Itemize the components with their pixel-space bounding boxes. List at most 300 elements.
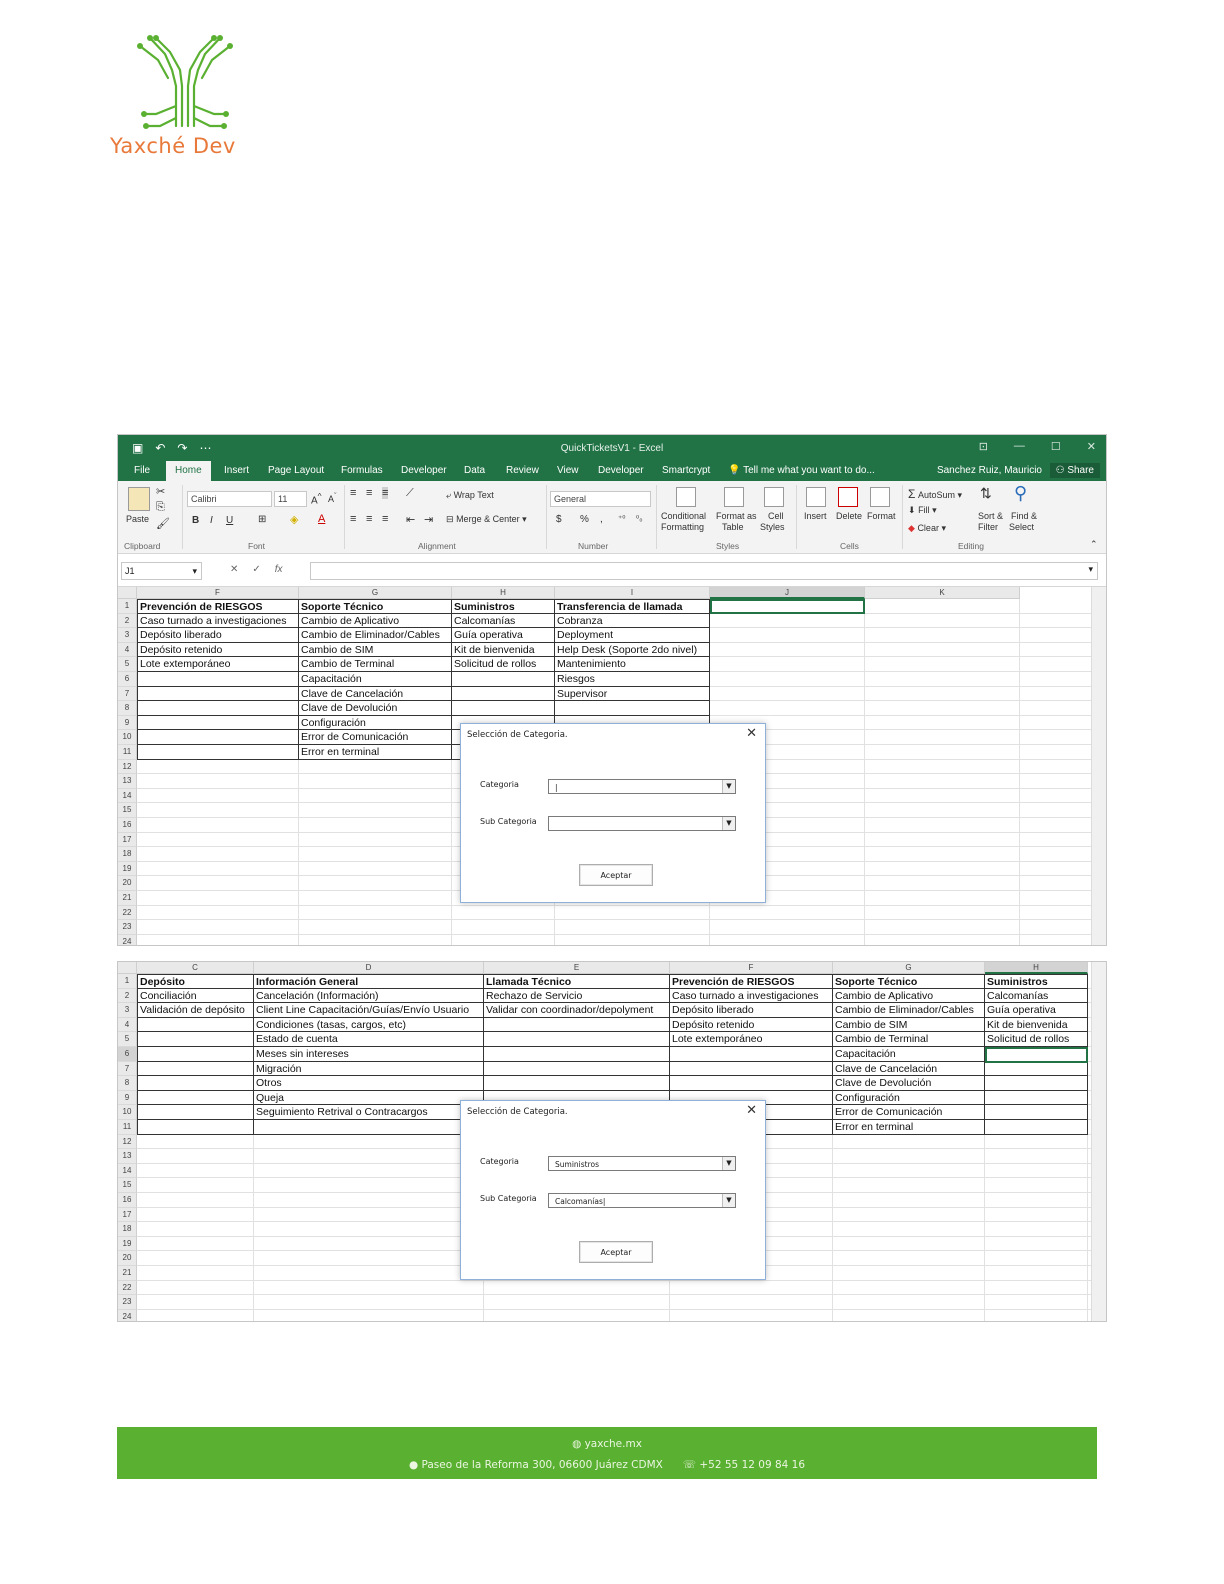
tab-developer[interactable]: Developer	[401, 465, 447, 476]
row-header-20[interactable]: 20	[118, 1251, 137, 1266]
row-header-18[interactable]: 18	[118, 847, 137, 862]
name-box[interactable]	[121, 562, 202, 580]
website-text: yaxche.mx	[584, 1438, 642, 1450]
share-button[interactable]	[1050, 463, 1100, 478]
subcategoria-combo[interactable]	[548, 816, 736, 831]
cell-G4[interactable]: Cambio de SIM	[299, 643, 452, 658]
cell-D1[interactable]: Información General	[254, 974, 484, 989]
cell-F9[interactable]	[137, 716, 299, 731]
category-dialog-filled	[460, 1100, 766, 1280]
cell-E7[interactable]	[484, 1062, 670, 1077]
cell-styles-label-2[interactable]: Styles	[760, 522, 785, 532]
row-header-21[interactable]: 21	[118, 891, 137, 906]
clear-button[interactable]: ◆ Clear ▾	[908, 523, 946, 533]
cell-D11[interactable]	[254, 1120, 484, 1135]
subcategoria-value: Calcomanías|	[555, 1197, 606, 1206]
save-icon[interactable]: ▣	[132, 441, 144, 455]
vertical-scrollbar[interactable]	[1091, 587, 1106, 945]
active-cell-H6[interactable]	[985, 1047, 1088, 1063]
category-dialog	[460, 723, 766, 903]
cell-C2[interactable]: Conciliación	[137, 989, 254, 1004]
cell-D4[interactable]: Condiciones (tasas, cargos, etc)	[254, 1018, 484, 1033]
cell-C10[interactable]	[137, 1105, 254, 1120]
cell-G9[interactable]: Configuración	[833, 1091, 985, 1106]
categoria-value: Suministros	[555, 1160, 600, 1169]
delete-cells-button[interactable]: Delete	[836, 511, 863, 521]
cell-C6[interactable]	[137, 1047, 254, 1062]
row-header-11[interactable]: 11	[118, 745, 137, 760]
footer-website[interactable]	[117, 1438, 1097, 1450]
subcategoria-combo[interactable]	[548, 1193, 736, 1208]
tab-page-layout[interactable]: Page Layout	[268, 465, 325, 476]
row-header-22[interactable]: 22	[118, 1281, 137, 1296]
group-separator	[182, 485, 183, 549]
share-label: Share	[1067, 465, 1094, 476]
column-header-I[interactable]: I	[555, 587, 710, 599]
cell-C8[interactable]	[137, 1076, 254, 1091]
cell-F2[interactable]: Caso turnado a investigaciones	[670, 989, 833, 1004]
cell-H5[interactable]: Solicitud de rollos	[452, 657, 555, 672]
format-as-table-label-2[interactable]: Table	[722, 522, 744, 532]
group-separator	[344, 485, 345, 549]
row-header-11[interactable]: 11	[118, 1120, 137, 1135]
cell-D5[interactable]: Estado de cuenta	[254, 1032, 484, 1047]
column-header-J[interactable]: J	[710, 587, 865, 599]
sigma-icon: Σ	[908, 487, 916, 501]
cell-H1[interactable]: Suministros	[985, 974, 1088, 989]
cell-E5[interactable]	[484, 1032, 670, 1047]
minimize-icon[interactable]: —	[1013, 440, 1025, 452]
align-left-icon[interactable]: ≡	[350, 513, 357, 525]
font-size-select[interactable]: 11	[274, 491, 307, 507]
cell-H9[interactable]	[985, 1091, 1088, 1106]
cell-D10[interactable]: Seguimiento Retrival o Contracargos	[254, 1105, 484, 1120]
cell-G5[interactable]: Cambio de Terminal	[299, 657, 452, 672]
cell-F8[interactable]	[137, 701, 299, 716]
close-icon[interactable]: ✕	[746, 1103, 757, 1118]
column-header-G[interactable]: G	[299, 587, 452, 599]
cell-E8[interactable]	[484, 1076, 670, 1091]
cell-H8[interactable]	[985, 1076, 1088, 1091]
cell-F1[interactable]: Prevención de RIESGOS	[670, 974, 833, 989]
cell-F7[interactable]	[670, 1062, 833, 1077]
row-header-4[interactable]: 4	[118, 1018, 137, 1033]
cell-H7[interactable]	[985, 1062, 1088, 1077]
cell-F4[interactable]: Depósito retenido	[137, 643, 299, 658]
row-header-22[interactable]: 22	[118, 906, 137, 921]
row-header-5[interactable]: 5	[118, 1032, 137, 1047]
font-color-icon[interactable]: A	[318, 513, 326, 525]
row-header-19[interactable]: 19	[118, 1237, 137, 1252]
row-header-13[interactable]: 13	[118, 1149, 137, 1164]
group-separator	[902, 485, 903, 549]
chevron-down-icon[interactable]: ▼	[722, 817, 735, 830]
increase-decimal-icon[interactable]: ⁺⁰	[618, 514, 626, 523]
row-header-16[interactable]: 16	[118, 818, 137, 833]
cell-F7[interactable]	[137, 687, 299, 702]
ribbon-tabs	[118, 461, 1106, 481]
close-icon[interactable]: ✕	[1086, 441, 1096, 453]
dialog-title: Selección de Categoria.	[467, 1107, 568, 1117]
fill-color-icon[interactable]: ◈	[290, 514, 299, 526]
tab-developer-2[interactable]: Developer	[598, 465, 644, 476]
grow-font-icon[interactable]: A^	[311, 491, 322, 507]
cell-H6[interactable]	[452, 672, 555, 687]
tab-data[interactable]: Data	[464, 465, 486, 476]
cell-F8[interactable]	[670, 1076, 833, 1091]
cell-D3[interactable]: Client Line Capacitación/Guías/Envío Usuario	[254, 1003, 484, 1018]
name-box-value: J1	[125, 566, 135, 576]
column-header-C[interactable]: C	[137, 962, 254, 974]
sort-filter-icon[interactable]: ⇅	[980, 485, 992, 501]
cell-H10[interactable]	[985, 1105, 1088, 1120]
cell-F1[interactable]: Prevención de RIESGOS	[137, 599, 299, 614]
window-controls	[979, 440, 1096, 453]
cell-H3[interactable]: Guía operativa	[452, 628, 555, 643]
row-header-23[interactable]: 23	[118, 920, 137, 935]
row-header-10[interactable]: 10	[118, 1105, 137, 1120]
cell-I6[interactable]: Riesgos	[555, 672, 710, 687]
cell-G10[interactable]: Error de Comunicación	[299, 730, 452, 745]
cell-G6[interactable]: Capacitación	[299, 672, 452, 687]
cut-icon[interactable]: ✂	[156, 486, 166, 498]
chevron-down-icon[interactable]: ▼	[722, 780, 735, 793]
row-header-6[interactable]: 6	[118, 672, 137, 687]
row-header-15[interactable]: 15	[118, 803, 137, 818]
row-header-7[interactable]: 7	[118, 687, 137, 702]
cell-C3[interactable]: Validación de depósito	[137, 1003, 254, 1018]
chevron-down-icon[interactable]: ▼	[722, 1157, 735, 1170]
format-painter-icon[interactable]: 🖌	[156, 518, 170, 530]
column-header-E[interactable]: E	[484, 962, 670, 974]
categoria-combo[interactable]	[548, 1156, 736, 1171]
cell-I5[interactable]: Mantenimiento	[555, 657, 710, 672]
cell-C7[interactable]	[137, 1062, 254, 1077]
cell-H4[interactable]: Kit de bienvenida	[985, 1018, 1088, 1033]
formula-input[interactable]	[310, 562, 1098, 580]
grid-row	[137, 1295, 1092, 1310]
cell-G6[interactable]: Capacitación	[833, 1047, 985, 1062]
row-header-21[interactable]: 21	[118, 1266, 137, 1281]
row-header-14[interactable]: 14	[118, 1164, 137, 1179]
cell-G5[interactable]: Cambio de Terminal	[833, 1032, 985, 1047]
user-name[interactable]: Sanchez Ruiz, Mauricio	[936, 465, 1042, 476]
column-header-D[interactable]: D	[254, 962, 484, 974]
cell-I7[interactable]: Supervisor	[555, 687, 710, 702]
expand-formula-icon[interactable]: ▾	[1088, 564, 1093, 574]
row-header-13[interactable]: 13	[118, 774, 137, 789]
ribbon-display-icon[interactable]: ⊡	[978, 441, 988, 453]
cell-C11[interactable]	[137, 1120, 254, 1135]
cell-F10[interactable]	[137, 730, 299, 745]
row-header-4[interactable]: 4	[118, 643, 137, 658]
name-box-dropdown-icon[interactable]: ▾	[192, 566, 197, 576]
row-header-2[interactable]: 2	[118, 989, 137, 1004]
find-select-icon[interactable]: ⚲	[1014, 483, 1028, 503]
aceptar-button[interactable]: Aceptar	[579, 1241, 653, 1263]
cell-F4[interactable]: Depósito retenido	[670, 1018, 833, 1033]
tell-me-search[interactable]	[728, 465, 875, 476]
row-header-3[interactable]: 3	[118, 628, 137, 643]
cell-H4[interactable]: Kit de bienvenida	[452, 643, 555, 658]
globe-icon: ◍	[572, 1438, 582, 1450]
row-header-9[interactable]: 9	[118, 716, 137, 731]
percent-button[interactable]: %	[580, 514, 589, 525]
decrease-indent-icon[interactable]: ⇤	[406, 514, 416, 526]
row-header-17[interactable]: 17	[118, 1208, 137, 1223]
cell-G7[interactable]: Clave de Cancelación	[833, 1062, 985, 1077]
fill-label: Fill	[918, 505, 930, 515]
orientation-icon[interactable]: ⟋	[406, 487, 414, 499]
cell-G3[interactable]: Cambio de Eliminador/Cables	[833, 1003, 985, 1018]
cell-D9[interactable]: Queja	[254, 1091, 484, 1106]
row-header-14[interactable]: 14	[118, 789, 137, 804]
cell-H7[interactable]	[452, 687, 555, 702]
column-header-F[interactable]: F	[670, 962, 833, 974]
cell-F2[interactable]: Caso turnado a investigaciones	[137, 614, 299, 629]
row-header-12[interactable]: 12	[118, 760, 137, 775]
number-format-select[interactable]: General	[550, 491, 651, 507]
aceptar-button[interactable]: Aceptar	[579, 864, 653, 886]
cell-E3[interactable]: Validar con coordinador/depolyment	[484, 1003, 670, 1018]
row-header-17[interactable]: 17	[118, 833, 137, 848]
wrap-text-button[interactable]	[446, 490, 494, 501]
excel-window	[117, 434, 1107, 946]
subcategoria-label: Sub Categoria	[480, 1194, 537, 1203]
column-header-F[interactable]: F	[137, 587, 299, 599]
categoria-combo[interactable]	[548, 779, 736, 794]
cell-G4[interactable]: Cambio de SIM	[833, 1018, 985, 1033]
row-header-9[interactable]: 9	[118, 1091, 137, 1106]
title-bar	[118, 435, 1106, 461]
find-select-label-2[interactable]: Select	[1009, 522, 1035, 532]
row-header-23[interactable]: 23	[118, 1295, 137, 1310]
cell-G8[interactable]: Clave de Devolución	[833, 1076, 985, 1091]
group-alignment: Alignment	[418, 541, 456, 551]
formula-controls	[230, 564, 283, 575]
cell-C5[interactable]	[137, 1032, 254, 1047]
conditional-formatting-icon[interactable]	[676, 487, 696, 507]
active-cell-J1[interactable]	[710, 599, 865, 614]
tab-insert[interactable]: Insert	[224, 465, 250, 476]
sort-filter-label-2[interactable]: Filter	[978, 522, 998, 532]
cell-F6[interactable]	[137, 672, 299, 687]
row-header-8[interactable]: 8	[118, 1076, 137, 1091]
cell-H2[interactable]: Calcomanías	[985, 989, 1088, 1004]
cell-G11[interactable]: Error en terminal	[299, 745, 452, 760]
row-header-15[interactable]: 15	[118, 1178, 137, 1193]
cell-I4[interactable]: Help Desk (Soporte 2do nivel)	[555, 643, 710, 658]
column-header-K[interactable]: K	[865, 587, 1020, 599]
merge-center-label: Merge & Center	[456, 514, 520, 524]
delete-cells-icon[interactable]	[838, 487, 858, 507]
increase-indent-icon[interactable]: ⇥	[424, 514, 434, 526]
vertical-scrollbar[interactable]	[1091, 962, 1106, 1321]
eraser-icon: ◆	[908, 523, 915, 533]
column-header-H[interactable]: H	[985, 962, 1088, 974]
grid-row	[137, 1310, 1092, 1322]
cell-E4[interactable]	[484, 1018, 670, 1033]
cell-H2[interactable]: Calcomanías	[452, 614, 555, 629]
insert-cells-button[interactable]: Insert	[804, 511, 827, 521]
cancel-icon[interactable]: ✕	[230, 564, 239, 575]
copy-icon[interactable]: ⎘	[156, 501, 165, 513]
decrease-decimal-icon[interactable]: ⁰₀	[636, 514, 643, 523]
column-header-G[interactable]: G	[833, 962, 985, 974]
tab-review[interactable]: Review	[506, 465, 539, 476]
row-header-1[interactable]: 1	[118, 974, 137, 989]
currency-button[interactable]: $	[556, 514, 562, 525]
cell-H5[interactable]: Solicitud de rollos	[985, 1032, 1088, 1047]
font-name-select[interactable]: Calibri	[187, 491, 272, 507]
cell-I2[interactable]: Cobranza	[555, 614, 710, 629]
cell-E1[interactable]: Llamada Técnico	[484, 974, 670, 989]
row-header-7[interactable]: 7	[118, 1062, 137, 1077]
row-header-20[interactable]: 20	[118, 876, 137, 891]
phone-text[interactable]: +52 55 12 09 84 16	[699, 1459, 806, 1471]
group-separator	[796, 485, 797, 549]
find-select-button[interactable]: Find &	[1011, 511, 1038, 521]
cell-D7[interactable]: Migración	[254, 1062, 484, 1077]
cell-D2[interactable]: Cancelación (Información)	[254, 989, 484, 1004]
column-header-H[interactable]: H	[452, 587, 555, 599]
row-header-6[interactable]: 6	[118, 1047, 137, 1062]
grid-row	[137, 906, 1092, 921]
bold-icon[interactable]: B	[192, 515, 200, 526]
enter-icon[interactable]: ✓	[252, 564, 261, 575]
cell-D6[interactable]: Meses sin intereses	[254, 1047, 484, 1062]
formula-bar	[118, 554, 1106, 587]
collapse-ribbon-icon[interactable]: ⌃	[1090, 539, 1098, 549]
cell-H1[interactable]: Suministros	[452, 599, 555, 614]
row-header-19[interactable]: 19	[118, 862, 137, 877]
cell-C1[interactable]: Depósito	[137, 974, 254, 989]
cell-G1[interactable]: Soporte Técnico	[833, 974, 985, 989]
autosum-button[interactable]: Σ AutoSum ▾	[908, 487, 962, 501]
cell-F3[interactable]: Depósito liberado	[670, 1003, 833, 1018]
borders-icon[interactable]: ⊞	[258, 514, 267, 525]
close-icon[interactable]: ✕	[746, 726, 757, 741]
cell-G3[interactable]: Cambio de Eliminador/Cables	[299, 628, 452, 643]
row-header-3[interactable]: 3	[118, 1003, 137, 1018]
format-cells-icon[interactable]	[870, 487, 890, 507]
tab-home[interactable]: Home	[166, 461, 211, 481]
maximize-icon[interactable]: ☐	[1050, 441, 1061, 453]
row-header-8[interactable]: 8	[118, 701, 137, 716]
cell-H3[interactable]: Guía operativa	[985, 1003, 1088, 1018]
row-header-2[interactable]: 2	[118, 614, 137, 629]
cell-G2[interactable]: Cambio de Aplicativo	[833, 989, 985, 1004]
redo-icon[interactable]: ↷	[177, 441, 188, 455]
row-header-10[interactable]: 10	[118, 730, 137, 745]
align-right-icon[interactable]: ≡	[382, 513, 389, 525]
subcategoria-label: Sub Categoria	[480, 817, 537, 826]
underline-icon[interactable]: U	[226, 515, 234, 526]
tab-formulas[interactable]: Formulas	[341, 465, 383, 476]
row-header-1[interactable]: 1	[118, 599, 137, 614]
cell-I8[interactable]	[555, 701, 710, 716]
sort-filter-button[interactable]: Sort &	[978, 511, 1004, 521]
cell-G9[interactable]: Configuración	[299, 716, 452, 731]
merge-icon: ⊟	[446, 514, 454, 524]
cell-E2[interactable]: Rechazo de Servicio	[484, 989, 670, 1004]
cell-G10[interactable]: Error de Comunicación	[833, 1105, 985, 1120]
cell-F6[interactable]	[670, 1047, 833, 1062]
cell-C4[interactable]	[137, 1018, 254, 1033]
worksheet-2	[117, 961, 1107, 1322]
cell-F5[interactable]: Lote extemporáneo	[670, 1032, 833, 1047]
lightbulb-icon: 💡	[728, 465, 741, 476]
italic-icon[interactable]: I	[210, 515, 213, 526]
cell-H11[interactable]	[985, 1120, 1088, 1135]
row-header-18[interactable]: 18	[118, 1222, 137, 1237]
insert-cells-icon[interactable]	[806, 487, 826, 507]
cell-H8[interactable]	[452, 701, 555, 716]
align-top-icon[interactable]: ≡	[350, 487, 357, 499]
undo-icon[interactable]: ↶	[155, 441, 166, 455]
autosum-label: AutoSum	[917, 490, 955, 500]
tab-file[interactable]: File	[134, 465, 151, 476]
conditional-formatting-label-2[interactable]: Formatting	[661, 522, 705, 532]
cell-G11[interactable]: Error en terminal	[833, 1120, 985, 1135]
cell-F5[interactable]: Lote extemporáneo	[137, 657, 299, 672]
row-header-12[interactable]: 12	[118, 1135, 137, 1150]
cell-G1[interactable]: Soporte Técnico	[299, 599, 452, 614]
cell-G7[interactable]: Clave de Cancelación	[299, 687, 452, 702]
fill-button[interactable]: ⬇ Fill ▾	[908, 505, 937, 515]
row-header-24[interactable]: 24	[118, 935, 137, 946]
paste-icon[interactable]	[128, 487, 150, 511]
conditional-formatting-button[interactable]: Conditional	[661, 511, 707, 521]
cell-styles-icon[interactable]	[764, 487, 784, 507]
select-all-corner[interactable]	[118, 962, 137, 974]
shrink-font-icon[interactable]: $A^ˇ$	[328, 491, 337, 504]
align-middle-icon[interactable]: ≡	[366, 487, 373, 499]
cell-C9[interactable]	[137, 1091, 254, 1106]
format-as-table-icon[interactable]	[724, 487, 744, 507]
merge-center-button[interactable]: ⊟ Merge & Center ▾	[446, 514, 527, 524]
chevron-down-icon[interactable]: ▼	[722, 1194, 735, 1207]
row-header-5[interactable]: 5	[118, 657, 137, 672]
row-header-16[interactable]: 16	[118, 1193, 137, 1208]
wrap-text-icon: ⤶	[446, 490, 452, 500]
cell-G8[interactable]: Clave de Devolución	[299, 701, 452, 716]
tab-smartcrypt[interactable]: Smartcrypt	[662, 465, 711, 476]
format-as-table-button[interactable]: Format as	[716, 511, 757, 521]
cell-G2[interactable]: Cambio de Aplicativo	[299, 614, 452, 629]
cell-I1[interactable]: Transferencia de llamada	[555, 599, 710, 614]
row-header-24[interactable]: 24	[118, 1310, 137, 1322]
tab-view[interactable]: View	[557, 465, 579, 476]
function-icon[interactable]: fx	[274, 564, 283, 575]
tell-me-label: Tell me what you want to do...	[743, 465, 875, 476]
align-center-icon[interactable]: ≡	[366, 513, 373, 525]
cell-styles-button[interactable]: Cell	[768, 511, 784, 521]
cell-D8[interactable]: Otros	[254, 1076, 484, 1091]
dialog-title: Selección de Categoria.	[467, 730, 568, 740]
cell-I3[interactable]: Deployment	[555, 628, 710, 643]
cell-F11[interactable]	[137, 745, 299, 760]
cell-F3[interactable]: Depósito liberado	[137, 628, 299, 643]
format-cells-button[interactable]: Format	[867, 511, 896, 521]
grid-row	[137, 920, 1092, 935]
cell-E6[interactable]	[484, 1047, 670, 1062]
customize-icon[interactable]: ⋯	[199, 441, 212, 455]
align-bottom-icon[interactable]: ≡	[382, 487, 389, 499]
comma-button[interactable]: ,	[600, 514, 603, 525]
paste-button[interactable]: Paste	[126, 514, 150, 524]
select-all-corner[interactable]	[118, 587, 137, 599]
